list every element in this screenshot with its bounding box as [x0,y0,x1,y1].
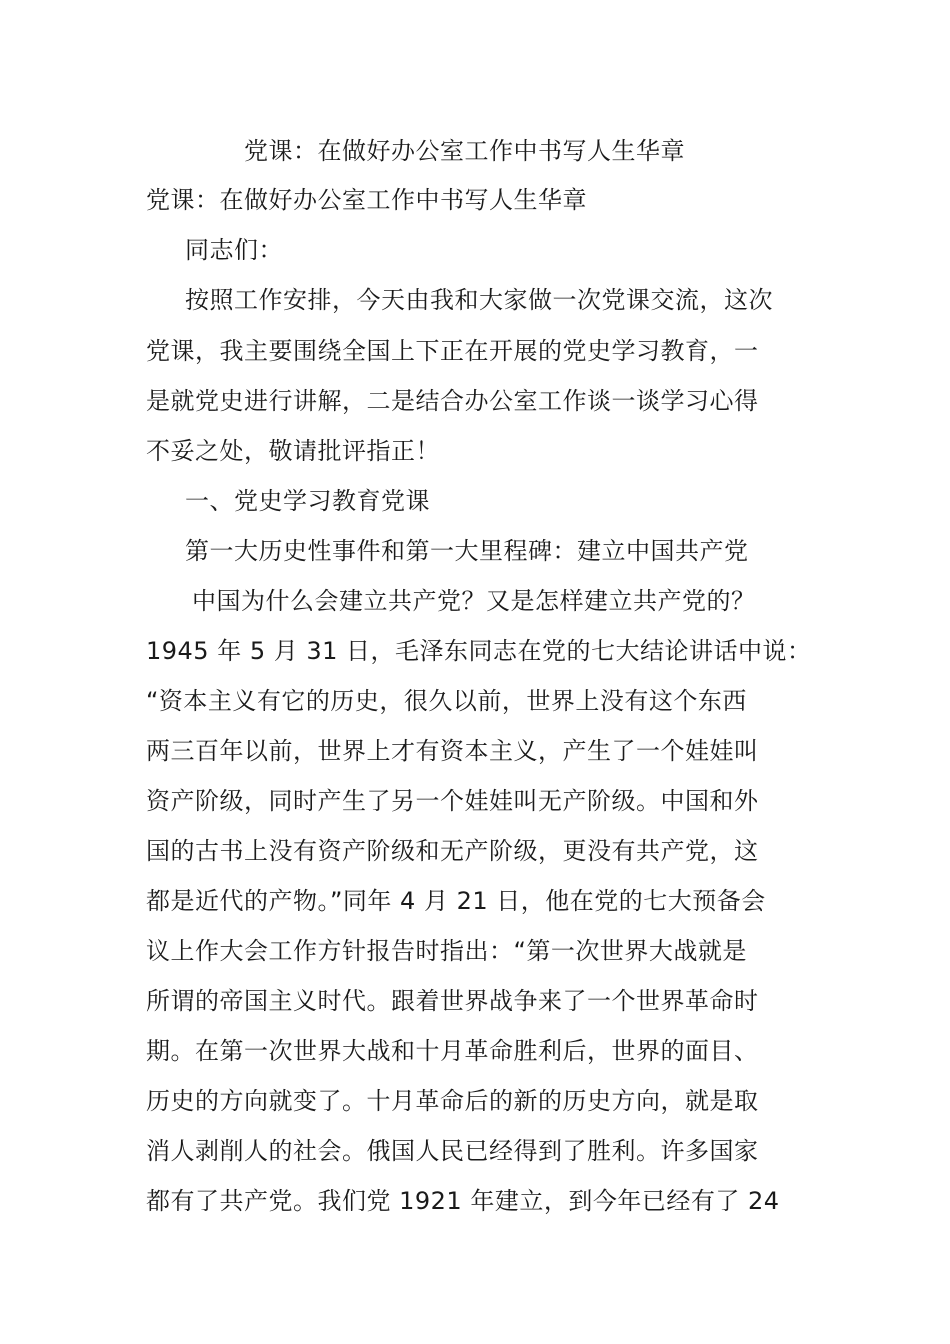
paragraph-line: 两三百年以前，世界上才有资本主义，产生了一个娃娃叫 [146,737,759,765]
paragraph-line: 是就党史进行讲解，二是结合办公室工作谈一谈学习心得 [146,387,759,415]
paragraph-line: 党课，我主要围绕全国上下正在开展的党史学习教育，一 [146,337,759,365]
paragraph-line: 都有了共产党。我们党 1921 年建立，到今年已经有了 24 [146,1187,780,1215]
paragraph-line: 1945 年 5 月 31 日，毛泽东同志在党的七大结论讲话中说： [146,637,812,665]
paragraph-line: 都是近代的产物。”同年 4 月 21 日，他在党的七大预备会 [146,887,766,915]
paragraph-line: 历史的方向就变了。十月革命后的新的历史方向，就是取 [146,1087,759,1115]
paragraph-line: “资本主义有它的历史，很久以前，世界上没有这个东西 [146,687,747,715]
document-title: 党课：在做好办公室工作中书写人生华章 [244,137,685,165]
paragraph-line: 资产阶级，同时产生了另一个娃娃叫无产阶级。中国和外 [146,787,759,815]
salutation: 同志们： [185,236,283,264]
paragraph-line: 议上作大会工作方针报告时指出：“第一次世界大战就是 [146,937,747,965]
paragraph-line: 国的古书上没有资产阶级和无产阶级，更没有共产党，这 [146,837,759,865]
paragraph-line: 期。在第一次世界大战和十月革命胜利后，世界的面目、 [146,1037,759,1065]
paragraph-line: 所谓的帝国主义时代。跟着世界战争来了一个世界革命时 [146,987,759,1015]
section-heading: 一、党史学习教育党课 [185,487,430,515]
subsection-heading: 第一大历史性事件和第一大里程碑：建立中国共产党 [185,537,749,565]
paragraph-line: 中国为什么会建立共产党？又是怎样建立共产党的？ [192,587,756,615]
paragraph-line: 不妥之处，敬请批评指正！ [146,437,440,465]
paragraph-line: 消人剥削人的社会。俄国人民已经得到了胜利。许多国家 [146,1137,759,1165]
paragraph-line: 按照工作安排，今天由我和大家做一次党课交流，这次 [185,286,773,314]
document-subtitle: 党课：在做好办公室工作中书写人生华章 [146,186,587,214]
